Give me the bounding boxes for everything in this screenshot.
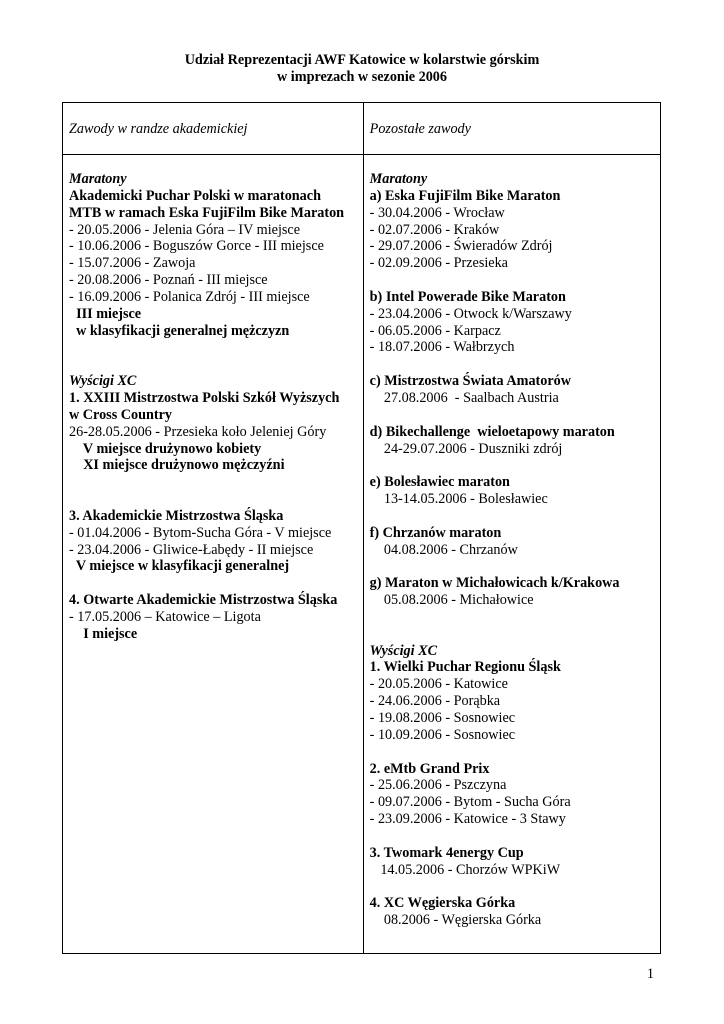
list-item: 3. Twomark 4energy Cup xyxy=(369,844,524,861)
list-item: 4. XC Węgierska Górka xyxy=(369,895,516,912)
list-item xyxy=(370,626,660,643)
page-number: 1 xyxy=(646,966,654,982)
left-header-cell xyxy=(63,103,364,155)
list-item: I miejsce xyxy=(69,625,138,642)
document-title xyxy=(0,52,724,86)
list-item: 2. eMtb Grand Prix xyxy=(369,760,490,777)
list-item: - 02.09.2006 - Przesieka xyxy=(369,255,508,272)
list-item: b) Intel Powerade Bike Maraton xyxy=(369,288,566,305)
list-item xyxy=(370,609,660,626)
list-item: - 02.07.2006 - Kraków xyxy=(369,221,500,238)
list-item: - 20.05.2006 - Katowice xyxy=(369,676,508,693)
title-line-2: w imprezach w sezonie 2006 xyxy=(277,69,447,85)
list-item: 3. Akademickie Mistrzostwa Śląska xyxy=(69,507,284,524)
list-item: 05.08.2006 - Michałowice xyxy=(369,592,534,609)
list-item xyxy=(69,339,363,356)
list-item: - 10.06.2006 - Boguszów Gorce - III miejsce xyxy=(69,238,324,255)
list-item: V miejsce w klasyfikacji generalnej xyxy=(69,558,290,575)
list-item: XI miejsce drużynowo mężczyźni xyxy=(69,457,285,474)
list-item xyxy=(370,508,660,525)
right-column-header: Pozostałe zawody xyxy=(369,121,471,137)
list-item: Wyścigi XC xyxy=(69,373,137,390)
list-item: - 29.07.2006 - Świeradów Zdrój xyxy=(369,238,553,255)
list-item xyxy=(370,272,660,289)
list-item: 1. XXIII Mistrzostwa Polski Szkół Wyższych xyxy=(69,389,340,406)
list-item: - 23.04.2006 - Otwock k/Warszawy xyxy=(369,305,572,322)
list-item: a) Eska FujiFilm Bike Maraton xyxy=(369,187,561,204)
list-item xyxy=(69,474,363,491)
list-item xyxy=(370,558,660,575)
list-item: - 24.06.2006 - Porąbka xyxy=(369,693,501,710)
list-item: - 30.04.2006 - Wrocław xyxy=(369,204,505,221)
list-item xyxy=(370,457,660,474)
list-item: c) Mistrzostwa Świata Amatorów xyxy=(369,373,572,390)
list-item: - 06.05.2006 - Karpacz xyxy=(369,322,501,339)
list-item: 26-28.05.2006 - Przesieka koło Jeleniej Góry xyxy=(69,423,327,440)
title-line-1: Udział Reprezentacji AWF Katowice w kolarstwie górskim xyxy=(184,52,540,68)
list-item xyxy=(370,878,660,895)
list-item: 1. Wielki Puchar Regionu Śląsk xyxy=(369,659,561,676)
list-item: - 10.09.2006 - Sosnowiec xyxy=(369,726,516,743)
list-item: 14.05.2006 - Chorzów WPKiW xyxy=(369,861,561,878)
list-item xyxy=(69,356,363,373)
list-item: - 09.07.2006 - Bytom - Sucha Góra xyxy=(369,794,571,811)
list-item xyxy=(370,744,660,761)
list-item xyxy=(69,575,363,592)
list-item: - 20.05.2006 - Jelenia Góra – IV miejsce xyxy=(69,221,301,238)
list-item: - 15.07.2006 - Zawoja xyxy=(69,255,196,272)
list-item xyxy=(370,828,660,845)
list-item: - 20.08.2006 - Poznań - III miejsce xyxy=(69,272,268,289)
list-item: g) Maraton w Michałowicach k/Krakowa xyxy=(369,575,620,592)
list-item: w Cross Country xyxy=(69,406,172,423)
list-item: - 17.05.2006 – Katowice – Ligota xyxy=(69,608,261,625)
list-item: Akademicki Puchar Polski w maratonach xyxy=(69,187,321,204)
list-item: - 18.07.2006 - Wałbrzych xyxy=(369,339,515,356)
list-item xyxy=(370,407,660,424)
list-item: V miejsce drużynowo kobiety xyxy=(69,440,262,457)
list-item: Maratony xyxy=(69,171,127,187)
list-item: III miejsce xyxy=(69,305,142,322)
list-item: 24-29.07.2006 - Duszniki zdrój xyxy=(369,440,563,457)
list-item: w klasyfikacji generalnej mężczyzn xyxy=(69,322,290,339)
list-item: Maratony xyxy=(369,171,428,187)
events-table xyxy=(62,102,661,954)
list-item: - 25.06.2006 - Pszczyna xyxy=(369,777,507,794)
list-item: 08.2006 - Węgierska Górka xyxy=(369,912,542,929)
list-item: - 01.04.2006 - Bytom-Sucha Góra - V miejsce xyxy=(69,524,332,541)
left-content-cell xyxy=(63,155,364,954)
list-item: - 23.04.2006 - Gliwice-Łabędy - II miejsce xyxy=(69,541,314,558)
list-item: d) Bikechallenge wieloetapowy maraton xyxy=(369,423,615,440)
list-item: - 16.09.2006 - Polanica Zdrój - III miejsce xyxy=(69,288,310,305)
list-item: MTB w ramach Eska FujiFilm Bike Maraton xyxy=(69,204,345,221)
list-item: e) Bolesławiec maraton xyxy=(369,474,510,491)
list-item: f) Chrzanów maraton xyxy=(369,524,502,541)
right-header-cell xyxy=(363,103,660,155)
table-content-row xyxy=(63,155,661,954)
list-item: - 19.08.2006 - Sosnowiec xyxy=(369,710,516,726)
right-content-cell xyxy=(363,155,660,954)
other-events-list xyxy=(364,155,660,929)
list-item xyxy=(370,356,660,373)
list-item: Wyścigi XC xyxy=(369,642,438,659)
list-item: 04.08.2006 - Chrzanów xyxy=(369,541,518,558)
left-column-header: Zawody w randze akademickiej xyxy=(69,121,248,137)
list-item: 13-14.05.2006 - Bolesławiec xyxy=(369,491,548,508)
table-header-row xyxy=(63,103,661,155)
list-item xyxy=(69,491,363,508)
academic-events-list xyxy=(63,155,363,643)
list-item: 4. Otwarte Akademickie Mistrzostwa Śląska xyxy=(69,592,338,609)
list-item: - 23.09.2006 - Katowice - 3 Stawy xyxy=(369,811,566,828)
list-item: 27.08.2006 - Saalbach Austria xyxy=(369,389,559,406)
